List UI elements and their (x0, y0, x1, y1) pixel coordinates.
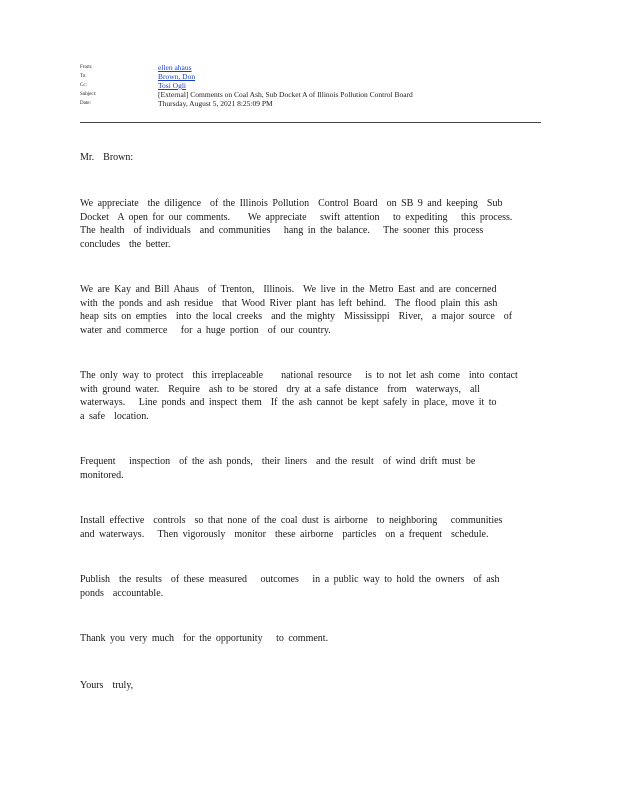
paragraph-protection: The only way to protect this irreplaceable national resource is to not let ash come into contact with ground water. Require ash to be stored dry at a safe distance from waterways, all waterways. Line ponds and inspect them If the ash cannot be kept safely in place, move it to a safe location. (80, 370, 518, 423)
cc-row (80, 81, 540, 90)
paragraph-thanks: Thank you very much for the opportunity to comment. (80, 633, 329, 644)
date-value: Thursday, August 5, 2021 8:25:09 PM (158, 99, 273, 108)
subject-label: Subject: (80, 92, 97, 97)
paragraph-appreciation: We appreciate the diligence of the Illinois Pollution Control Board on SB 9 and keeping Sub Docket A open for our comments. We appreciate swift attention to expediting this process. The health of individuals and communities hang in the balance. The sooner this process concludes the better. (80, 198, 513, 251)
subject-row (80, 90, 540, 99)
paragraph-publish: Publish the results of these measured outcomes in a public way to hold the owners of ash ponds accountable. (80, 574, 500, 599)
closing: Yours truly, (80, 680, 134, 691)
paragraph-residents: We are Kay and Bill Ahaus of Trenton, Illinois. We live in the Metro East and are concerned with the ponds and ash residue that Wood River plant has left behind. The flood plain this ash heap sits on empties into the local creeks and the mighty Mississippi River, a major source of water and commerce for a huge portion of our country. (80, 284, 513, 337)
to-label: To: (80, 74, 87, 79)
date-row (80, 99, 540, 108)
to-row (80, 72, 540, 81)
cc-link[interactable]: Tosi Ogli (158, 81, 187, 90)
salutation: Mr. Brown: (80, 152, 134, 163)
from-link[interactable]: ellen ahaus (158, 63, 192, 72)
subject-value: [External] Comments on Coal Ash, Sub Docket A of Illinois Pollution Control Board (158, 90, 413, 99)
date-label: Date: (80, 101, 91, 106)
paragraph-controls: Install effective controls so that none of the coal dust is airborne to neighboring communities and waterways. Then vigorously monitor these airborne particles on a frequent schedule. (80, 515, 503, 540)
email-header (80, 63, 540, 108)
to-link[interactable]: Brown, Don (158, 72, 196, 81)
from-label: From: (80, 65, 93, 70)
from-row (80, 63, 540, 72)
cc-label: Cc: (80, 83, 87, 88)
paragraph-inspection: Frequent inspection of the ash ponds, their liners and the result of wind drift must be monitored. (80, 456, 476, 481)
header-divider (80, 122, 541, 123)
